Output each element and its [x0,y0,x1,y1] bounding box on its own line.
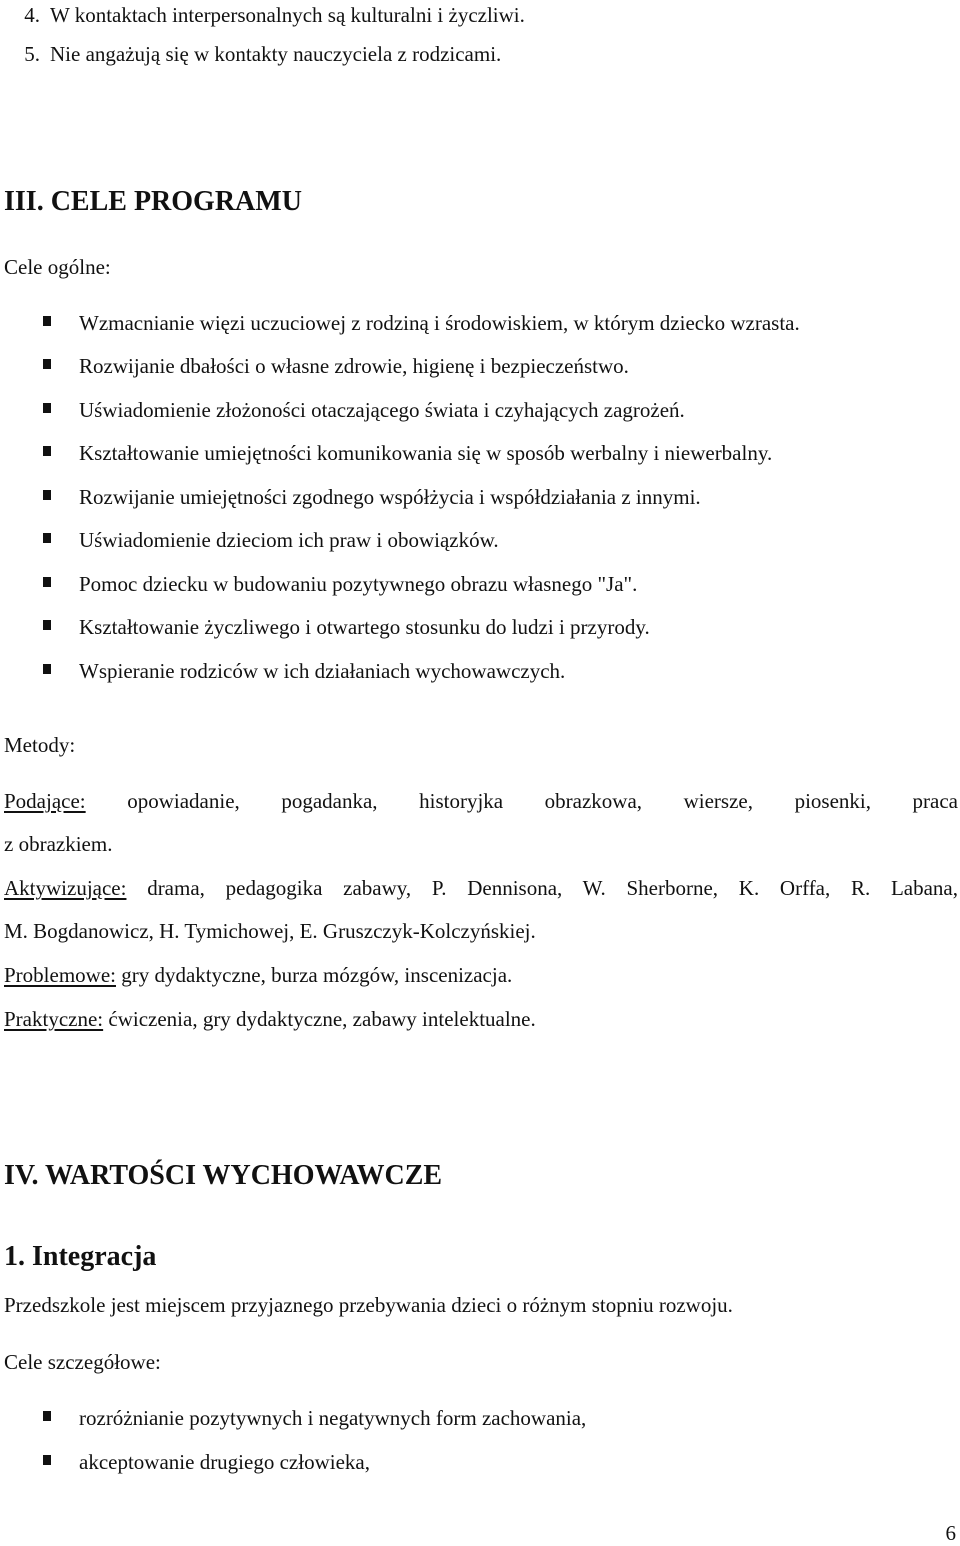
method-problemowe [4,962,512,988]
sub-heading: 1. Integracja [4,1241,157,1272]
goal-text: Kształtowanie życzliwego i otwartego stosunku do ludzi i przyrody. [79,615,650,639]
method-label: Aktywizujące: [4,876,127,900]
item-text: Nie angażują się w kontakty nauczyciela z rodzicami. [50,42,502,66]
bullet-square-icon [43,533,51,543]
goal-text: Uświadomienie złożoności otaczającego świata i czyhających zagrożeń. [79,398,685,422]
detailed-goals-label: Cele szczegółowe: [4,1350,161,1374]
goal-text: Rozwijanie umiejętności zgodnego współżycia i współdziałania z innymi. [79,485,701,509]
method-label: Problemowe: [4,963,116,987]
method-continuation: M. Bogdanowicz, H. Tymichowej, E. Gruszczyk-Kolczyńskiej. [4,919,536,943]
page-number: 6 [945,1521,956,1545]
list-item [4,2,525,28]
bullet-square-icon [43,1411,51,1421]
method-text: gry dydaktyczne, burza mózgów, inscenizacja. [121,963,513,987]
method-text: drama, pedagogika zabawy, P. Dennisona, W. Sherborne, K. Orffa, R. Labana, [147,876,958,900]
general-goals-label: Cele ogólne: [4,255,111,279]
bullet-square-icon [43,620,51,630]
bullet-square-icon [43,446,51,456]
method-text: opowiadanie, pogadanka, historyjka obrazkowa, wiersze, piosenki, praca [127,789,958,813]
section-heading: IV. WARTOŚCI WYCHOWAWCZE [4,1160,443,1191]
goal-text: Wzmacnianie więzi uczuciowej z rodziną i środowiskiem, w którym dziecko wzrasta. [79,311,800,335]
goal-text: Kształtowanie umiejętności komunikowania się w sposób werbalny i niewerbalny. [79,441,773,465]
goal-text: Rozwijanie dbałości o własne zdrowie, higienę i bezpieczeństwo. [79,354,629,378]
method-podajace [4,788,958,814]
goal-text: Uświadomienie dzieciom ich praw i obowiązków. [79,528,499,552]
bullet-square-icon [43,359,51,369]
method-praktyczne [4,1006,536,1032]
goal-text: akceptowanie drugiego człowieka, [79,1450,370,1474]
item-number: 5. [24,42,40,66]
bullet-square-icon [43,490,51,500]
methods-label: Metody: [4,733,76,757]
list-item [4,41,501,67]
bullet-square-icon [43,664,51,674]
goal-text: Pomoc dziecku w budowaniu pozytywnego obrazu własnego "Ja". [79,572,638,596]
method-continuation: z obrazkiem. [4,832,113,856]
bullet-square-icon [43,316,51,326]
section-heading: III. CELE PROGRAMU [4,186,302,217]
method-label: Podające: [4,789,86,813]
section-intro: Przedszkole jest miejscem przyjaznego przebywania dzieci o różnym stopniu rozwoju. [4,1293,733,1317]
item-text: W kontaktach interpersonalnych są kulturalni i życzliwi. [50,3,525,27]
method-text: ćwiczenia, gry dydaktyczne, zabawy intelektualne. [108,1007,536,1031]
method-aktywizujace [4,875,958,901]
bullet-square-icon [43,403,51,413]
bullet-square-icon [43,1455,51,1465]
bullet-square-icon [43,577,51,587]
method-label: Praktyczne: [4,1007,104,1031]
goal-text: Wspieranie rodziców w ich działaniach wychowawczych. [79,659,566,683]
goal-text: rozróżnianie pozytywnych i negatywnych form zachowania, [79,1406,587,1430]
item-number: 4. [24,3,40,27]
